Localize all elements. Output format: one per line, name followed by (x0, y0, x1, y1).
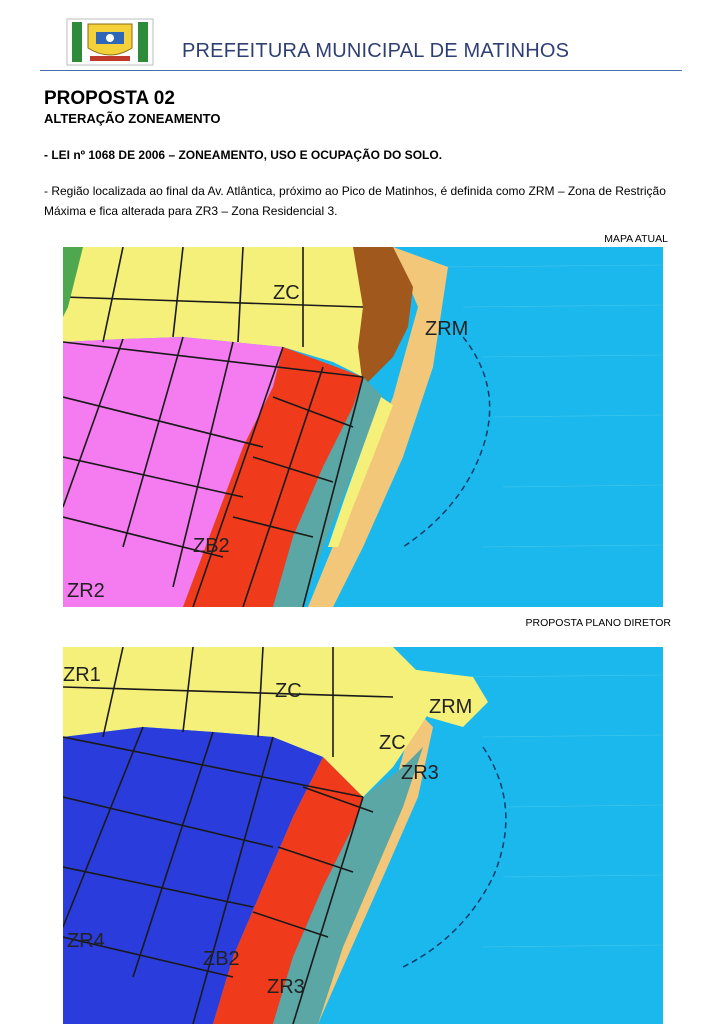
map2-label-zc: ZC (379, 732, 406, 754)
map2-label-zb2: ZB2 (203, 948, 240, 970)
proposed-zoning-map (63, 647, 663, 1024)
law-reference: - LEI nº 1068 DE 2006 – ZONEAMENTO, USO E OCUPAÇÃO DO SOLO. (44, 148, 443, 162)
document-title: PROPOSTA 02 (44, 88, 175, 109)
map2-label-zr3-top: ZR3 (401, 762, 439, 784)
map1-label-zrm: ZRM (425, 318, 469, 340)
map1-label-zr2: ZR2 (67, 580, 105, 602)
page-header-title: PREFEITURA MUNICIPAL DE MATINHOS (182, 40, 570, 62)
map2-label-zr3-bottom: ZR3 (267, 976, 305, 998)
municipal-logo (66, 18, 154, 66)
map2-label-zr4: ZR4 (67, 930, 105, 952)
proposed-map-caption: PROPOSTA PLANO DIRETOR (525, 617, 671, 629)
map2-label-zrm: ZRM (429, 696, 473, 718)
current-zoning-map (63, 247, 663, 607)
header-divider (40, 70, 682, 71)
proposal-description: - Região localizada ao final da Av. Atlântica, próximo ao Pico de Matinhos, é definida como ZRM – Zona de Restrição Máxima e fica alterada para ZR3 – Zona Residencial 3. (44, 184, 666, 218)
current-map-caption: MAPA ATUAL (604, 233, 668, 245)
map2-label-zr1: ZR1 (63, 664, 101, 686)
document-subtitle: ALTERAÇÃO ZONEAMENTO (44, 111, 221, 126)
map1-label-zb2: ZB2 (193, 535, 230, 557)
map1-label-zc: ZC (273, 282, 300, 304)
map2-label-zc-top: ZC (275, 680, 302, 702)
